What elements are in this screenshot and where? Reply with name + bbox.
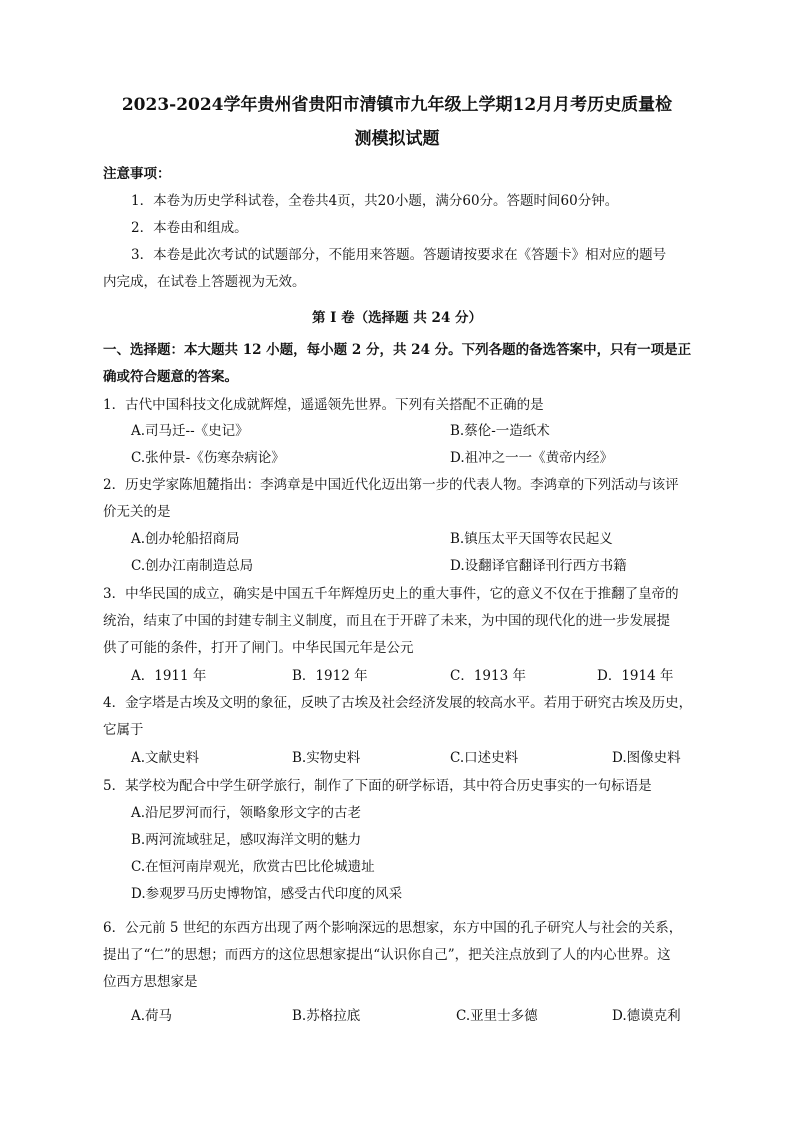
q5-option-c: C.在恒河南岸观光，欣赏古巴比伦城遗址: [131, 859, 375, 875]
q1-option-a: A.司马迁--《史记》: [131, 423, 249, 439]
q6-option-a: A.荷马: [131, 1008, 173, 1024]
q6-stem-line3: 位西方思想家是: [103, 974, 198, 990]
section-title: 第 I 卷（选择题 共 24 分）: [311, 310, 483, 326]
q4-option-a: A.文献史料: [131, 750, 200, 766]
part-intro-line1: 一、选择题：本大题共 12 小题，每小题 2 分，共 24 分。下列各题的备选答案中，只有一项是正: [103, 342, 692, 358]
q4-stem-line2: 它属于: [103, 722, 144, 738]
q3-stem-line2: 统治，结束了中国的封建专制主义制度，而且在于开辟了未来，为中国的现代化的进一步发展提: [103, 613, 670, 629]
notice-item-3-cont: 内完成，在试卷上答题视为无效。: [103, 274, 306, 290]
part-intro-line2: 确或符合题意的答案。: [103, 369, 238, 385]
q2-option-b: B.镇压太平天国等农民起义: [450, 531, 613, 547]
q1-stem: 1．古代中国科技文化成就辉煌，遥遥领先世界。下列有关搭配不正确的是: [103, 397, 544, 413]
notice-item-3: 3．本卷是此次考试的试题部分，不能用来答题。答题请按要求在《答题卡》相对应的题号: [131, 247, 667, 263]
q2-option-a: A.创办轮船招商局: [131, 531, 240, 547]
q1-option-d: D.祖冲之一一《黄帝内经》: [450, 450, 614, 466]
q3-option-d: D．1914 年: [597, 668, 674, 684]
notice-item-2: 2．本卷由和组成。: [131, 220, 248, 236]
q2-stem-line2: 价无关的是: [103, 504, 171, 520]
q2-option-d: D.设翻译官翻译刊行西方书籍: [450, 558, 627, 574]
q4-option-c: C.口述史料: [450, 750, 519, 766]
q5-option-d: D.参观罗马历史博物馆，感受古代印度的风采: [131, 886, 403, 902]
q5-stem: 5．某学校为配合中学生研学旅行，制作了下面的研学标语，其中符合历史事实的一句标语是: [103, 778, 652, 794]
q1-option-c: C.张仲景-《伤寒杂病论》: [131, 450, 285, 466]
q3-option-b: B．1912 年: [292, 668, 368, 684]
q6-stem-line2: 提出了“仁”的思想；而西方的这位思想家提出“认识你自己”，把关注点放到了人的内心世界。这: [103, 947, 671, 963]
q5-option-a: A.沿尼罗河而行，领略象形文字的古老: [131, 805, 362, 821]
exam-title-line1: 2023-2024学年贵州省贵阳市清镇市九年级上学期12月月考历史质量检: [121, 95, 673, 115]
exam-title-line2: 测模拟试题: [354, 129, 440, 149]
q2-option-c: C.创办江南制造总局: [131, 558, 254, 574]
notice-item-1: 1．本卷为历史学科试卷，全卷共4页，共20小题，满分60分。答题时间60分钟。: [131, 193, 619, 209]
notice-heading: 注意事项：: [103, 166, 171, 182]
q4-option-d: D.图像史料: [612, 750, 681, 766]
q6-option-d: D.德谟克利: [612, 1008, 681, 1024]
q3-stem-line3: 供了可能的条件，打开了闸门。中华民国元年是公元: [103, 640, 414, 656]
q1-option-b: B.蔡伦-一造纸术: [450, 423, 550, 439]
q5-option-b: B.两河流域驻足，感叹海洋文明的魅力: [131, 832, 362, 848]
q4-stem-line1: 4．金字塔是古埃及文明的象征，反映了古埃及社会经济发展的较高水平。若用于研究古埃及历史，: [103, 695, 693, 711]
q6-option-b: B.苏格拉底: [292, 1008, 361, 1024]
q3-option-a: A．1911 年: [131, 668, 207, 684]
q2-stem-line1: 2．历史学家陈旭麓指出：李鸿章是中国近代化迈出第一步的代表人物。李鸿章的下列活动与该评: [103, 477, 679, 493]
q3-stem-line1: 3．中华民国的成立，确实是中国五千年辉煌历史上的重大事件，它的意义不仅在于推翻了皇帝的: [103, 586, 679, 602]
q4-option-b: B.实物史料: [292, 750, 361, 766]
q3-option-c: C．1913 年: [450, 668, 526, 684]
q6-option-c: C.亚里士多德: [456, 1008, 538, 1024]
q6-stem-line1: 6．公元前 5 世纪的东西方出现了两个影响深远的思想家，东方中国的孔子研究人与社会的关系，: [103, 920, 683, 936]
